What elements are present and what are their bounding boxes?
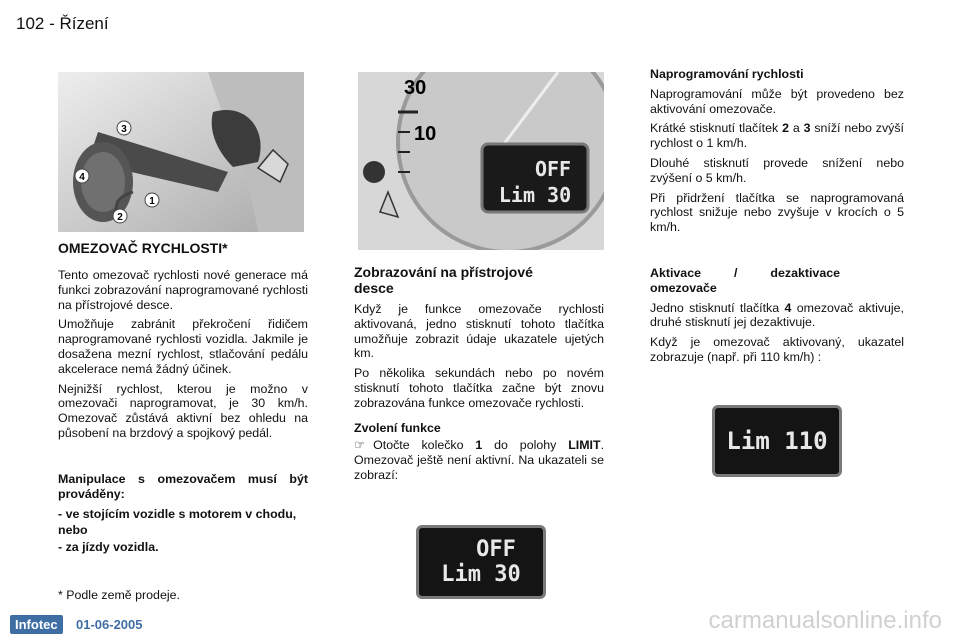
select-text: . Omezovač ještě není aktivní. Na ukazateli se zobrazí:	[354, 438, 605, 482]
lcd-display-110	[712, 405, 842, 477]
left-paragraph: Umožňuje zabránit překročení řidičem naprogramované rychlosti vozidla. Jakmile je dosažena mezní rychlost, stlačování pedálu akcelerace nemá žádný účinek.	[58, 317, 308, 376]
prog-title: Naprogramování rychlosti	[650, 67, 804, 81]
lcd-line: Lim 110	[726, 427, 828, 455]
prog-paragraph: Dlouhé stisknutí provede snížení nebo zvýšení o 5 km/h.	[650, 155, 904, 185]
select-limit: LIMIT	[568, 438, 601, 452]
select-text: do polohy	[482, 438, 569, 452]
badge-1: 1	[149, 196, 155, 207]
cluster-illustration	[358, 72, 604, 250]
activation-text: Jedno stisknutí tlačítka	[650, 300, 785, 315]
select-title: Zvolení funkce	[354, 421, 441, 435]
middle-paragraph: Po několika sekundách nebo po novém stisknutí tohoto tlačítka začne být znovu zobrazována funkce omezovače rychlosti.	[354, 366, 604, 410]
prog-paragraph: Naprogramování může být provedeno bez aktivování omezovače.	[650, 86, 904, 116]
middle-column	[354, 302, 604, 416]
badge-3: 3	[121, 124, 127, 135]
activation-title: Aktivace / dezaktivace omezovače	[650, 266, 840, 295]
footnote: * Podle země prodeje.	[58, 588, 180, 602]
infotec-logo: Infotec	[10, 615, 63, 634]
left-paragraph: Nejnižší rychlost, kterou je možno v omezovači naprogramovat, je 30 km/h. Omezovač zůstává aktivní bez ohledu na působení na brzdový a spojkový pedál.	[58, 381, 308, 440]
prog-text: a	[788, 121, 804, 136]
lcd-line1: OFF	[476, 537, 516, 562]
manipulation-title: Manipulace s omezovačem musí být prováděny:	[58, 472, 308, 501]
select-instruction	[354, 438, 604, 482]
select-num: 1	[475, 438, 483, 452]
activation-text: omezovač aktivuje, druhé stisknutí jej dezaktivuje.	[650, 300, 904, 330]
prog-paragraph	[650, 121, 904, 151]
page-title: 102 - Řízení	[16, 14, 109, 33]
manipulation-item: - ve stojícím vozidle s motorem v chodu,	[58, 506, 297, 521]
cluster-lcd-line2: Lim 30	[498, 183, 572, 207]
prog-num: 2	[782, 121, 789, 136]
middle-heading: Zobrazování na přístrojové desce	[354, 264, 533, 296]
left-paragraph: Tento omezovač rychlosti nové generace má funkci zobrazování naprogramované rychlosti na přístrojové desce.	[58, 268, 308, 312]
hand-bullet-icon: ☞	[354, 438, 366, 452]
stalk-photo	[58, 72, 304, 232]
left-column	[58, 268, 308, 446]
lcd-line2: Lim 30	[441, 562, 521, 587]
cluster-lcd-line1: OFF	[534, 157, 572, 181]
manipulation-item: - za jízdy vozidla.	[58, 540, 159, 555]
manipulation-or: nebo	[58, 523, 88, 538]
middle-paragraph: Když je funkce omezovače rychlosti aktivovaná, jedno stisknutí tohoto tlačítka umožňuje zobrazit údaje ukazatele ujetých km.	[354, 302, 604, 361]
gauge-10: 10	[414, 123, 437, 145]
badge-4: 4	[79, 172, 85, 183]
badge-2: 2	[117, 212, 123, 223]
gauge-30: 30	[404, 77, 427, 99]
prog-text: sníží nebo zvýší rychlost o 1 km/h.	[650, 121, 904, 151]
activation-paragraph: Když je omezovač aktivovaný, ukazatel zobrazuje (např. při 110 km/h) :	[650, 335, 904, 364]
prog-num: 3	[803, 121, 811, 136]
prog-paragraph: Při přidržení tlačítka se naprogramovaná rychlost snižuje nebo zvyšuje v krocích o 5 km/h.	[650, 190, 904, 235]
activation-paragraph	[650, 301, 904, 331]
footer-date: 01-06-2005	[76, 617, 143, 632]
right-column	[650, 67, 904, 240]
watermark: carmanualsonline.info	[708, 607, 942, 634]
stalk-illustration	[58, 72, 304, 232]
activation-num: 4	[784, 300, 792, 315]
lcd-display-off	[416, 525, 546, 599]
cluster-photo	[358, 72, 604, 250]
activation-block	[650, 266, 904, 370]
left-heading: OMEZOVAČ RYCHLOSTI*	[58, 240, 228, 256]
select-text: Otočte kolečko	[373, 438, 476, 452]
prog-text: Krátké stisknutí tlačítek	[650, 121, 783, 136]
manipulation-block	[58, 472, 308, 560]
